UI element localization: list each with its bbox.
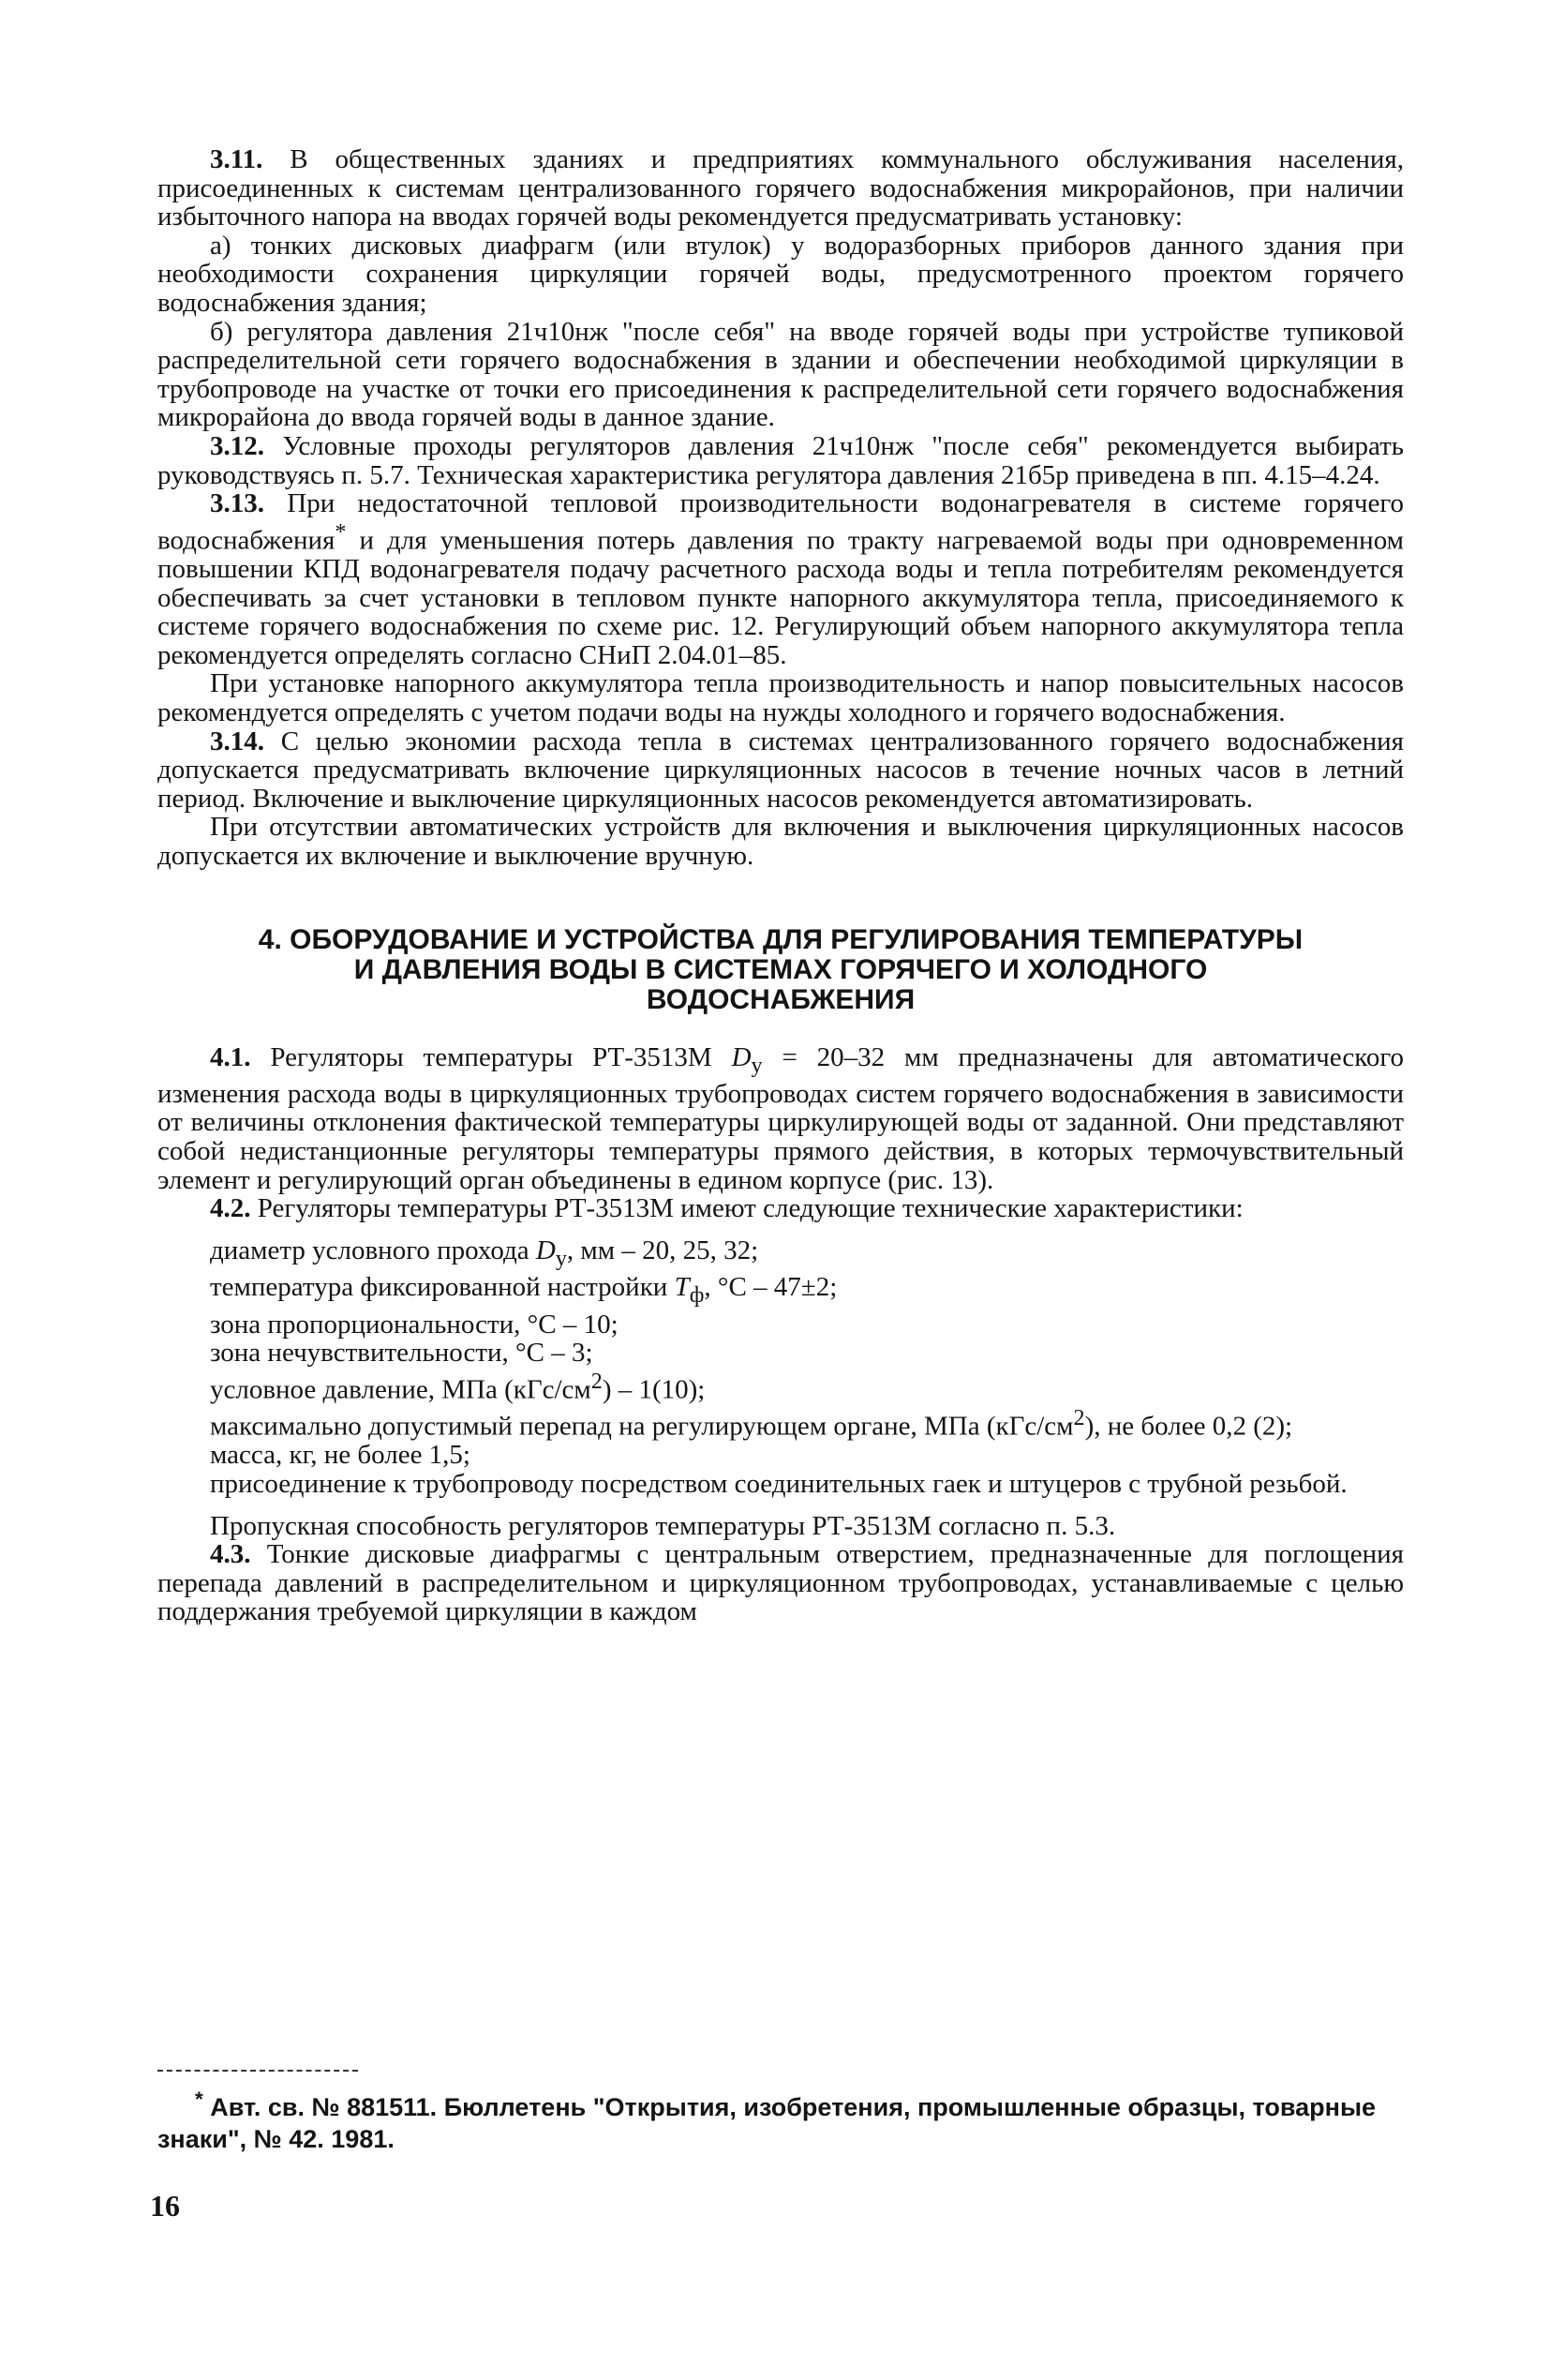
paragraph-text: При отсутствии автоматических устройств для включения и выключения циркуляционных насосов допускается их включение и выключение вручную. (157, 812, 1404, 871)
spec-text: , °С – 47±2; (704, 1272, 838, 1303)
paragraph-text: Условные проходы регуляторов давления 21ч10нж "после себя" рекомендуется выбирать руководствуясь п. 5.7. Техническая характеристика регулятора давления 21б5р приведена в пп. 4.15–4.24. (157, 430, 1404, 490)
page-number: 16 (150, 2189, 180, 2223)
clause-number: 4.1. (210, 1041, 251, 1072)
spec-text: масса, кг, не более 1,5; (210, 1440, 470, 1471)
spec-text: ) – 1(10); (602, 1374, 706, 1405)
symbol-subscript: у (555, 1245, 567, 1271)
spec-text: максимально допустимый перепад на регулирующем органе, МПа (кГс/см (210, 1411, 1074, 1442)
paragraph-4-2 (157, 1194, 1404, 1223)
spec-temperature (157, 1273, 1404, 1310)
page-body (157, 145, 1404, 1626)
heading-line: 4. ОБОРУДОВАНИЕ И УСТРОЙСТВА ДЛЯ РЕГУЛИРОВАНИЯ ТЕМПЕРАТУРЫ (258, 923, 1304, 955)
spec-text: диаметр условного прохода (210, 1235, 536, 1265)
footnote-mark: * (335, 518, 347, 545)
paragraph-3-12 (157, 432, 1404, 489)
paragraph-3-14-cont (157, 813, 1404, 870)
spec-text: зона пропорциональности, °С – 10; (210, 1309, 619, 1340)
symbol-subscript: ф (689, 1282, 705, 1309)
paragraph-text: При установке напорного аккумулятора тепла производительность и напор повысительных насосов рекомендуется определять с учетом подачи воды на нужды холодного и горячего водоснабжения. (157, 668, 1404, 727)
paragraph-text: Регуляторы температуры РТ-3513М (270, 1041, 732, 1072)
spec-diameter (157, 1236, 1404, 1273)
paragraph-4-1 (157, 1043, 1404, 1195)
symbol-subscript: у (751, 1052, 763, 1078)
paragraph-3-11 (157, 145, 1404, 232)
symbol-d: D (731, 1041, 752, 1072)
spacer (157, 1499, 1404, 1512)
spec-max-drop (157, 1404, 1404, 1441)
spec-text: зона нечувствительности, °С – 3; (210, 1338, 593, 1369)
clause-number: 3.13. (210, 488, 264, 519)
spec-text: условное давление, МПа (кГс/см (210, 1374, 591, 1405)
list-item-text: б) регулятора давления 21ч10нж "после себя" на вводе горячей воды при устройстве тупиковой распределительной сети горячего водоснабжения в здании и обеспечении необходимой циркуляции в трубопроводе на участке от точки его присоединения к распределительной сети горячего водоснабжения микрорайона до ввода горячей воды в данное здание. (157, 316, 1404, 433)
spec-text: , мм – 20, 25, 32; (566, 1235, 759, 1265)
footnote-text: Авт. св. № 881511. Бюллетень "Открытия, изобретения, промышленные образцы, товарные знаки", № 42. 1981. (157, 2093, 1377, 2153)
footnote-mark: * (195, 2088, 203, 2111)
symbol-t: T (674, 1272, 690, 1303)
footnote (157, 2084, 1404, 2155)
spacer (157, 1015, 1404, 1043)
spec-mass (157, 1441, 1404, 1470)
spec-text: ), не более 0,2 (2); (1084, 1411, 1293, 1442)
clause-number: 3.14. (210, 726, 264, 756)
paragraph-text: В общественных зданиях и предприятиях коммунального обслуживания населения, присоединенных к системам централизованного горячего водоснабжения микрорайонов, при наличии избыточного напора на вводах горячей воды рекомендуется предусматривать установку: (157, 144, 1404, 232)
list-item-a (157, 232, 1404, 318)
paragraph-text: = 20–32 мм предназначены для автоматического изменения расхода воды в циркуляционных трубопроводах систем горячего водоснабжения в зависимости от величины отклонения фактической температуры циркулирующей воды от заданной. Они представляют собой недистанционные регуляторы температуры прямого действия, в которых термочувствительный элемент и регулирующий орган объединены в едином корпусе (рис. 13). (157, 1041, 1405, 1195)
superscript: 2 (1073, 1405, 1085, 1431)
spec-text: температура фиксированной настройки (210, 1272, 675, 1303)
paragraph-text: Тонкие дисковые диафрагмы с центральным отверстием, предназначенные для поглощения перепада давлений в распределительном и циркуляционном трубопроводах, устанавливаемые с целью поддержания требуемой циркуляции в каждом (157, 1539, 1405, 1627)
paragraph-text: Регуляторы температуры РТ-3513М имеют следующие технические характеристики: (257, 1193, 1244, 1224)
superscript: 2 (590, 1368, 603, 1394)
spec-proportional-zone (157, 1310, 1404, 1340)
paragraph-3-14 (157, 727, 1404, 814)
paragraph-throughput (157, 1512, 1404, 1541)
paragraph-text: С целью экономии расхода тепла в системах централизованного горячего водоснабжения допускается предусматривать включение циркуляционных насосов в течение ночных часов в летний период. Включение и выключение циркуляционных насосов рекомендуется автоматизировать. (157, 726, 1404, 814)
paragraph-text: Пропускная способность регуляторов температуры РТ-3513М согласно п. 5.3. (210, 1510, 1116, 1541)
clause-number: 4.2. (210, 1193, 251, 1224)
clause-number: 3.11. (210, 144, 263, 174)
list-item-b (157, 318, 1404, 432)
spec-connection (157, 1470, 1404, 1499)
clause-number: 3.12. (210, 430, 264, 461)
list-item-text: а) тонких дисковых диафрагм (или втулок) у водоразборных приборов данного здания при необходимости сохранения циркуляции горячей воды, предусмотренного проектом горячего водоснабжения здания; (157, 230, 1404, 318)
spec-dead-zone (157, 1339, 1404, 1368)
clause-number: 4.3. (210, 1539, 251, 1570)
paragraph-text: и для уменьшения потерь давления по тракту нагреваемой воды при одновременном повышении КПД водонагревателя подачу расчетного расхода воды и тепла потребителям рекомендуется обеспечивать за счет установки в тепловом пункте напорного аккумулятора тепла, присоединяемого к системе горячего водоснабжения по схеме рис. 12. Регулирующий объем напорного аккумулятора тепла рекомендуется определять согласно СНиП 2.04.01–85. (157, 525, 1404, 670)
spacer (157, 871, 1404, 925)
paragraph-3-13-cont (157, 669, 1404, 726)
heading-line: ВОДОСНАБЖЕНИЯ (646, 983, 916, 1015)
section-heading (157, 925, 1404, 1015)
symbol-d: D (535, 1235, 556, 1265)
heading-line: И ДАВЛЕНИЯ ВОДЫ В СИСТЕМАХ ГОРЯЧЕГО И ХОЛОДНОГО (353, 953, 1208, 985)
footnote-divider (157, 2070, 358, 2072)
spacer (157, 1223, 1404, 1236)
paragraph-text: При недостаточной тепловой производительности водонагревателя в системе горячего водоснабжения (157, 488, 1404, 556)
spec-text: присоединение к трубопроводу посредством соединительных гаек и штуцеров с трубной резьбой. (210, 1468, 1348, 1499)
spec-pressure (157, 1368, 1404, 1404)
paragraph-4-3 (157, 1540, 1404, 1626)
paragraph-3-13 (157, 489, 1404, 669)
